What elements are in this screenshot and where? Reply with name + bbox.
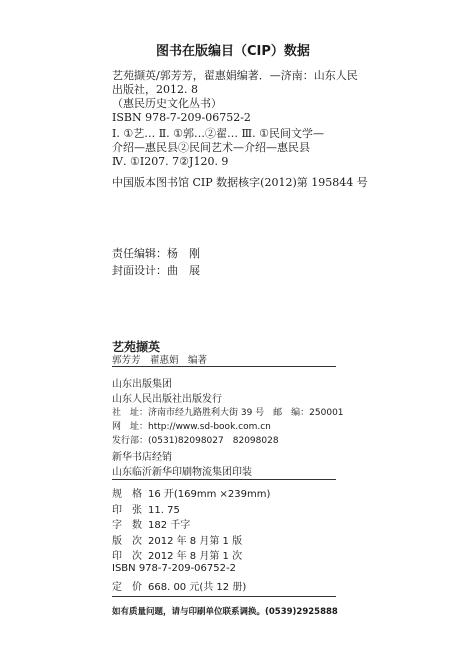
publisher-press: 山东人民出版社出版发行 [112,394,222,405]
spec-label: 规格 [112,489,152,500]
editor-credit: 责任编辑：杨 刚 [112,247,200,260]
spec-value: 11. 75 [148,505,180,516]
spec-value: 668. 00 元(共 12 册) [148,582,247,593]
book-authors: 郭芳芳 翟惠娟 编著 [112,355,208,366]
spec-row [112,516,190,531]
divider [112,479,336,480]
cip-line: 出版社，2012. 8 [112,83,198,96]
cip-line: Ⅳ. ①I207. 7②J120. 9 [112,155,229,168]
publisher-website: 网 址：http://www.sd-book.com.cn [112,422,271,432]
spec-row [112,485,270,500]
book-title: 艺苑撷英 [112,340,161,354]
cip-title: 图书在版编目（CIP）数据 [156,44,310,59]
printer: 山东临沂新华印刷物流集团印装 [112,467,252,478]
spec-row [112,532,242,547]
spec-value: 16 开(169mm ×239mm) [148,489,271,500]
distributor: 新华书店经销 [112,452,172,463]
spec-row [112,563,236,574]
spec-value: 2012 年 8 月第 1 版 [148,536,243,547]
cip-line: Ⅰ. ①艺… Ⅱ. ①郭…②翟… Ⅲ. ①民间文学— [112,127,324,140]
divider [112,366,336,367]
cip-line: ISBN 978-7-209-06752-2 [112,111,251,124]
cip-line: （惠民历史文化丛书） [112,97,222,110]
spec-label: 字数 [112,520,152,531]
publisher-group: 山东出版集团 [112,379,172,390]
quality-note: 如有质量问题，请与印刷单位联系调换。(0539)2925888 [112,607,338,617]
spec-row [112,578,246,593]
divider [112,596,336,597]
cover-design-credit: 封面设计：曲 展 [112,264,200,277]
publisher-address: 社 址：济南市经九路胜利大街 39 号 邮 编：250001 [112,408,344,418]
spec-label: 版次 [112,536,152,547]
spec-label: 印张 [112,505,152,516]
cip-number: 中国版本图书馆 CIP 数据核字(2012)第 195844 号 [112,176,368,189]
cip-line: 介绍—惠民县②民间艺术—介绍—惠民县 [112,141,310,154]
spec-row [112,501,180,516]
spec-label: 印次 [112,551,152,562]
publisher-phone: 发行部：(0531)82098027 82098028 [112,436,279,446]
isbn: ISBN 978-7-209-06752-2 [112,563,236,574]
spec-row [112,547,242,562]
spec-value: 2012 年 8 月第 1 次 [148,551,243,562]
spec-value: 182 千字 [148,520,191,531]
cip-line: 艺苑撷英/郭芳芳，翟惠娟编著．—济南：山东人民 [112,69,358,82]
spec-label: 定价 [112,582,152,593]
